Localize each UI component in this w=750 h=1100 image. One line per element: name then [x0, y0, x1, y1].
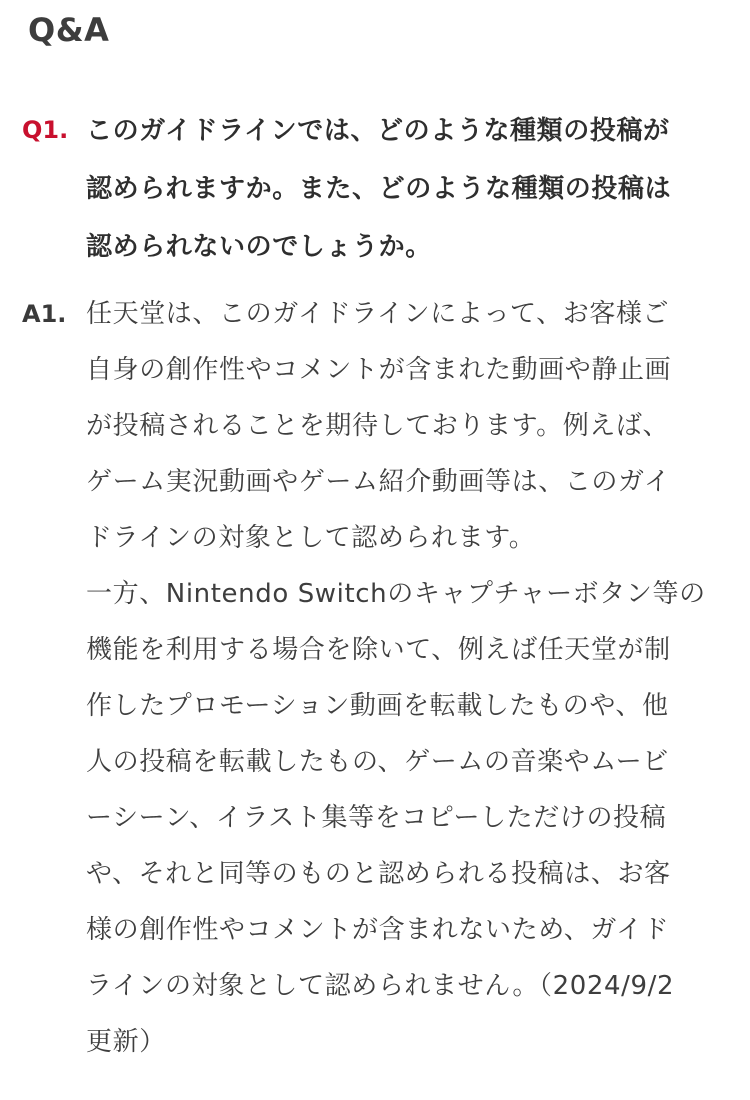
answer-line: 作したプロモーション動画を転載したものや、他: [86, 691, 669, 721]
answer-text: [86, 286, 716, 1070]
answer-line: 更新）: [86, 1027, 166, 1057]
answer-line: ーシーン、イラスト集等をコピーしただけの投稿: [86, 803, 667, 833]
answer-line: 任天堂は、このガイドラインによって、お客様ご: [86, 299, 670, 329]
question-label: Q1.: [22, 116, 69, 144]
answer-line: や、それと同等のものと認められる投稿は、お客: [86, 859, 671, 889]
answer-line: 人の投稿を転載したもの、ゲームの音楽やムービ: [86, 747, 669, 777]
answer-line: 一方、Nintendo Switchのキャプチャーボタン等の: [86, 579, 706, 609]
question-line: 認められますか。また、どのような種類の投稿は: [86, 174, 672, 204]
page-title: Q&A: [28, 11, 110, 49]
answer-line: ラインの対象として認められません。（2024/9/2: [86, 971, 675, 1001]
answer-line: 機能を利用する場合を除いて、例えば任天堂が制: [86, 635, 671, 665]
answer-line: が投稿されることを期待しております。例えば、: [86, 411, 670, 441]
answer-line: 自身の創作性やコメントが含まれた動画や静止画: [86, 355, 672, 385]
question-text: [86, 102, 716, 276]
question-line: 認められないのでしょうか。: [86, 232, 432, 262]
answer-label: A1.: [22, 300, 67, 328]
answer-line: 様の創作性やコメントが含まれないため、ガイド: [86, 915, 670, 945]
answer-line: ゲーム実況動画やゲーム紹介動画等は、このガイ: [86, 467, 671, 497]
question-line: このガイドラインでは、どのような種類の投稿が: [86, 116, 670, 146]
answer-line: ドラインの対象として認められます。: [86, 523, 536, 553]
